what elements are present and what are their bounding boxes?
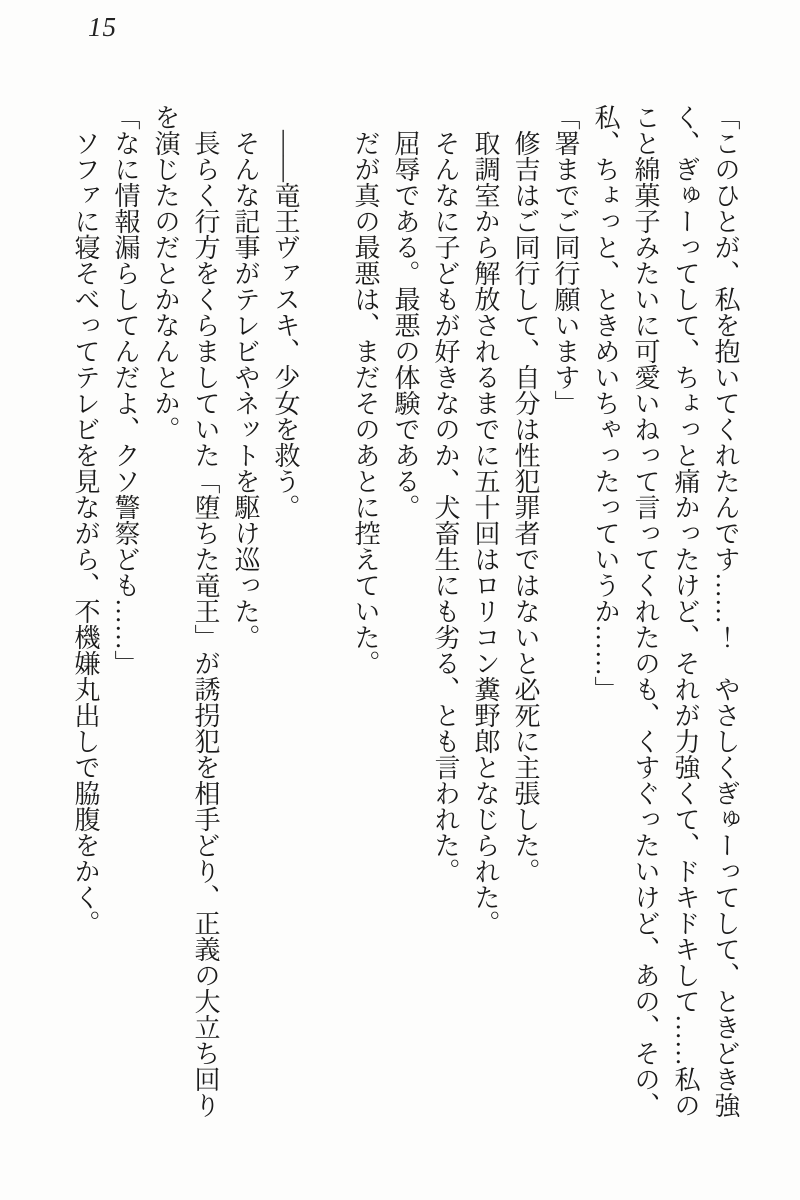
paragraph-narration-2: 取調室から解放されるまでに五十回はロリコン糞野郎となじられた。 <box>471 104 500 936</box>
paragraph-narration-4: 屈辱である。最悪の体験である。 <box>391 104 420 520</box>
paragraph-narration-3: そんなに子どもが好きなのか、犬畜生にも劣る、とも言われた。 <box>431 104 460 884</box>
paragraph-headline: ――竜王ヴァスキ、少女を救う。 <box>271 104 300 520</box>
paragraph-narration-6: そんな記事がテレビやネットを駆け巡った。 <box>231 104 260 650</box>
page-number: 15 <box>88 12 117 42</box>
paragraph-narration-1: 修吉はご同行して、自分は性犯罪者ではないと必死に主張した。 <box>511 104 540 884</box>
paragraph-dialogue-police: 「署までご同行願います」 <box>551 104 580 416</box>
paragraph-narration-7: 長らく行方をくらましていた「堕ちた竜王」が誘拐犯を相手どり、正義の大立ち回りを演じたのだとかなんとか。 <box>151 104 220 1118</box>
paragraph-narration-5: だが真の最悪は、まだそのあとに控えていた。 <box>351 104 380 676</box>
paragraph-dialogue-girl: 「このひとが、私を抱いてくれたんです……！ やさしくぎゅーってして、ときどき強く、ぎゅーってして、ちょっと痛かったけど、それが力強くて、ドキドキして……私のこと綿菓子みたいに可愛いねって言ってくれたのも、くすぐったいけど、あの、その、私、ちょっと、ときめいちゃったっていうか……」 <box>591 104 740 1118</box>
paragraph-dialogue-dragonking: 「なに情報漏らしてんだよ、クソ警察ども……」 <box>111 104 140 676</box>
paragraph-narration-8: ソファに寝そべってテレビを見ながら、不機嫌丸出しで脇腹をかく。 <box>71 104 100 936</box>
vertical-text-area <box>65 104 745 1122</box>
